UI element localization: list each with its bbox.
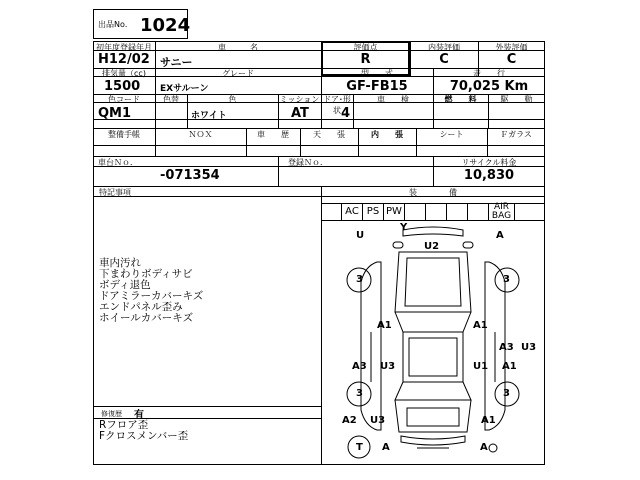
color-code-label: 色コード: [108, 95, 140, 104]
color-label: 色: [228, 95, 237, 104]
front-glass-label: Ｆガラス: [500, 130, 532, 139]
interior-score-label: 内装評価: [428, 43, 460, 52]
registration-no-label: 登録Ｎｏ．: [288, 158, 328, 167]
damage-code: A: [496, 230, 504, 241]
interior-trim-label: 内 張: [371, 130, 403, 139]
transmission-label: ミッション: [279, 95, 320, 104]
remark-line: ボディ退色: [99, 279, 151, 291]
grade-label: グレード: [222, 69, 254, 78]
interior-score-value: C: [439, 52, 449, 67]
lot-number-box: [93, 9, 191, 39]
remark-line: 下まわりボディサビ: [99, 268, 193, 280]
car-name-label: 車 名: [218, 43, 258, 52]
recycle-fee-label: リサイクル料金: [461, 158, 517, 167]
grade-value: EXサルーン: [160, 84, 209, 94]
nox-label: ＮＯＸ: [188, 130, 213, 139]
service-record-label: 整備手帳: [108, 130, 140, 139]
ceiling-label: 天 張: [313, 130, 345, 139]
equipment-pw: PW: [383, 203, 404, 221]
damage-code: U3: [370, 415, 386, 426]
recycle-fee-value: 10,830: [463, 168, 515, 183]
color-value: ホワイト: [191, 111, 227, 121]
damage-code: A2: [342, 415, 357, 426]
damage-code: 3: [356, 274, 363, 285]
damage-code: A1: [481, 415, 496, 426]
damage-code: A: [480, 442, 488, 453]
doors-value: 4: [341, 106, 351, 121]
equipment-slot: [446, 203, 467, 221]
remark-line: エンドパネル歪み: [99, 301, 183, 313]
displacement-value: 1500: [104, 79, 141, 94]
damage-code: A3: [499, 342, 514, 353]
transmission-value: AT: [291, 106, 309, 121]
displacement-label: 排気量（cc): [102, 69, 146, 78]
exterior-score-value: C: [506, 52, 517, 67]
equipment-slot: [425, 203, 446, 221]
grade-score-label: 評価点: [353, 43, 378, 52]
lot-label: 出品No．: [98, 20, 133, 29]
remark-line: ホイールカバーキズ: [99, 312, 194, 324]
grade-score-value: R: [360, 52, 371, 67]
damage-code: T: [356, 442, 363, 453]
remark-line: ドアミラーカバーキズ: [99, 290, 204, 302]
repair-line: Fクロスメンバー歪: [99, 430, 189, 442]
color-code-value: QM1: [98, 106, 132, 121]
damage-code: Y: [400, 222, 408, 233]
damage-code: A1: [473, 320, 488, 331]
damage-code: U1: [473, 361, 489, 372]
lot-number: 1024: [140, 15, 191, 36]
mileage-label: 走 行: [473, 69, 505, 78]
equipment-ps: PS: [362, 203, 383, 221]
chassis-no-label: 車台Ｎｏ．: [98, 158, 138, 167]
chassis-no-value: -071354: [160, 168, 220, 183]
remarks-label: 特記事項: [99, 188, 131, 197]
exterior-score-label: 外装評価: [495, 43, 528, 52]
inspection-label: 車 検: [377, 95, 409, 104]
model-code-label: 型 式: [361, 69, 393, 78]
damage-code: A1: [502, 361, 517, 372]
remark-line: 車内汚れ: [99, 257, 141, 269]
damage-code: 3: [356, 388, 363, 399]
history-label: 車 歴: [257, 130, 289, 139]
equipment-slot: [404, 203, 425, 221]
seat-label: シート: [439, 130, 464, 139]
mileage-value: 70,025 Km: [449, 79, 529, 94]
damage-code: 3: [503, 274, 510, 285]
damage-code: U3: [380, 361, 396, 372]
damage-code: A: [382, 442, 390, 453]
damage-code: A1: [377, 320, 392, 331]
first-registration-label: 初年度登録年月: [96, 43, 152, 52]
equipment-airbag: AIR BAG: [488, 203, 515, 221]
equipment-slot: [467, 203, 488, 221]
repair-line: Rフロア歪: [99, 419, 149, 431]
first-registration-value: H12/02: [98, 52, 150, 67]
doors-body-label: ドア･形状: [323, 95, 351, 115]
car-name-value: サニー: [160, 56, 193, 69]
damage-code: 3: [503, 388, 510, 399]
damage-code: U2: [424, 241, 440, 252]
repair-history-value: 有: [134, 410, 144, 421]
model-code-value: GF-FB15: [346, 79, 408, 94]
color-change-label: 色替: [163, 95, 179, 104]
equipment-label: 装 備: [409, 188, 457, 197]
damage-code: U3: [521, 342, 537, 353]
equipment-ac: AC: [341, 203, 362, 221]
fuel-label: 燃 料: [444, 95, 477, 104]
drive-label: 駆 動: [500, 95, 533, 104]
damage-code: A3: [352, 361, 367, 372]
repair-history-label: 修復歴: [101, 410, 122, 418]
damage-code: U: [356, 230, 365, 241]
